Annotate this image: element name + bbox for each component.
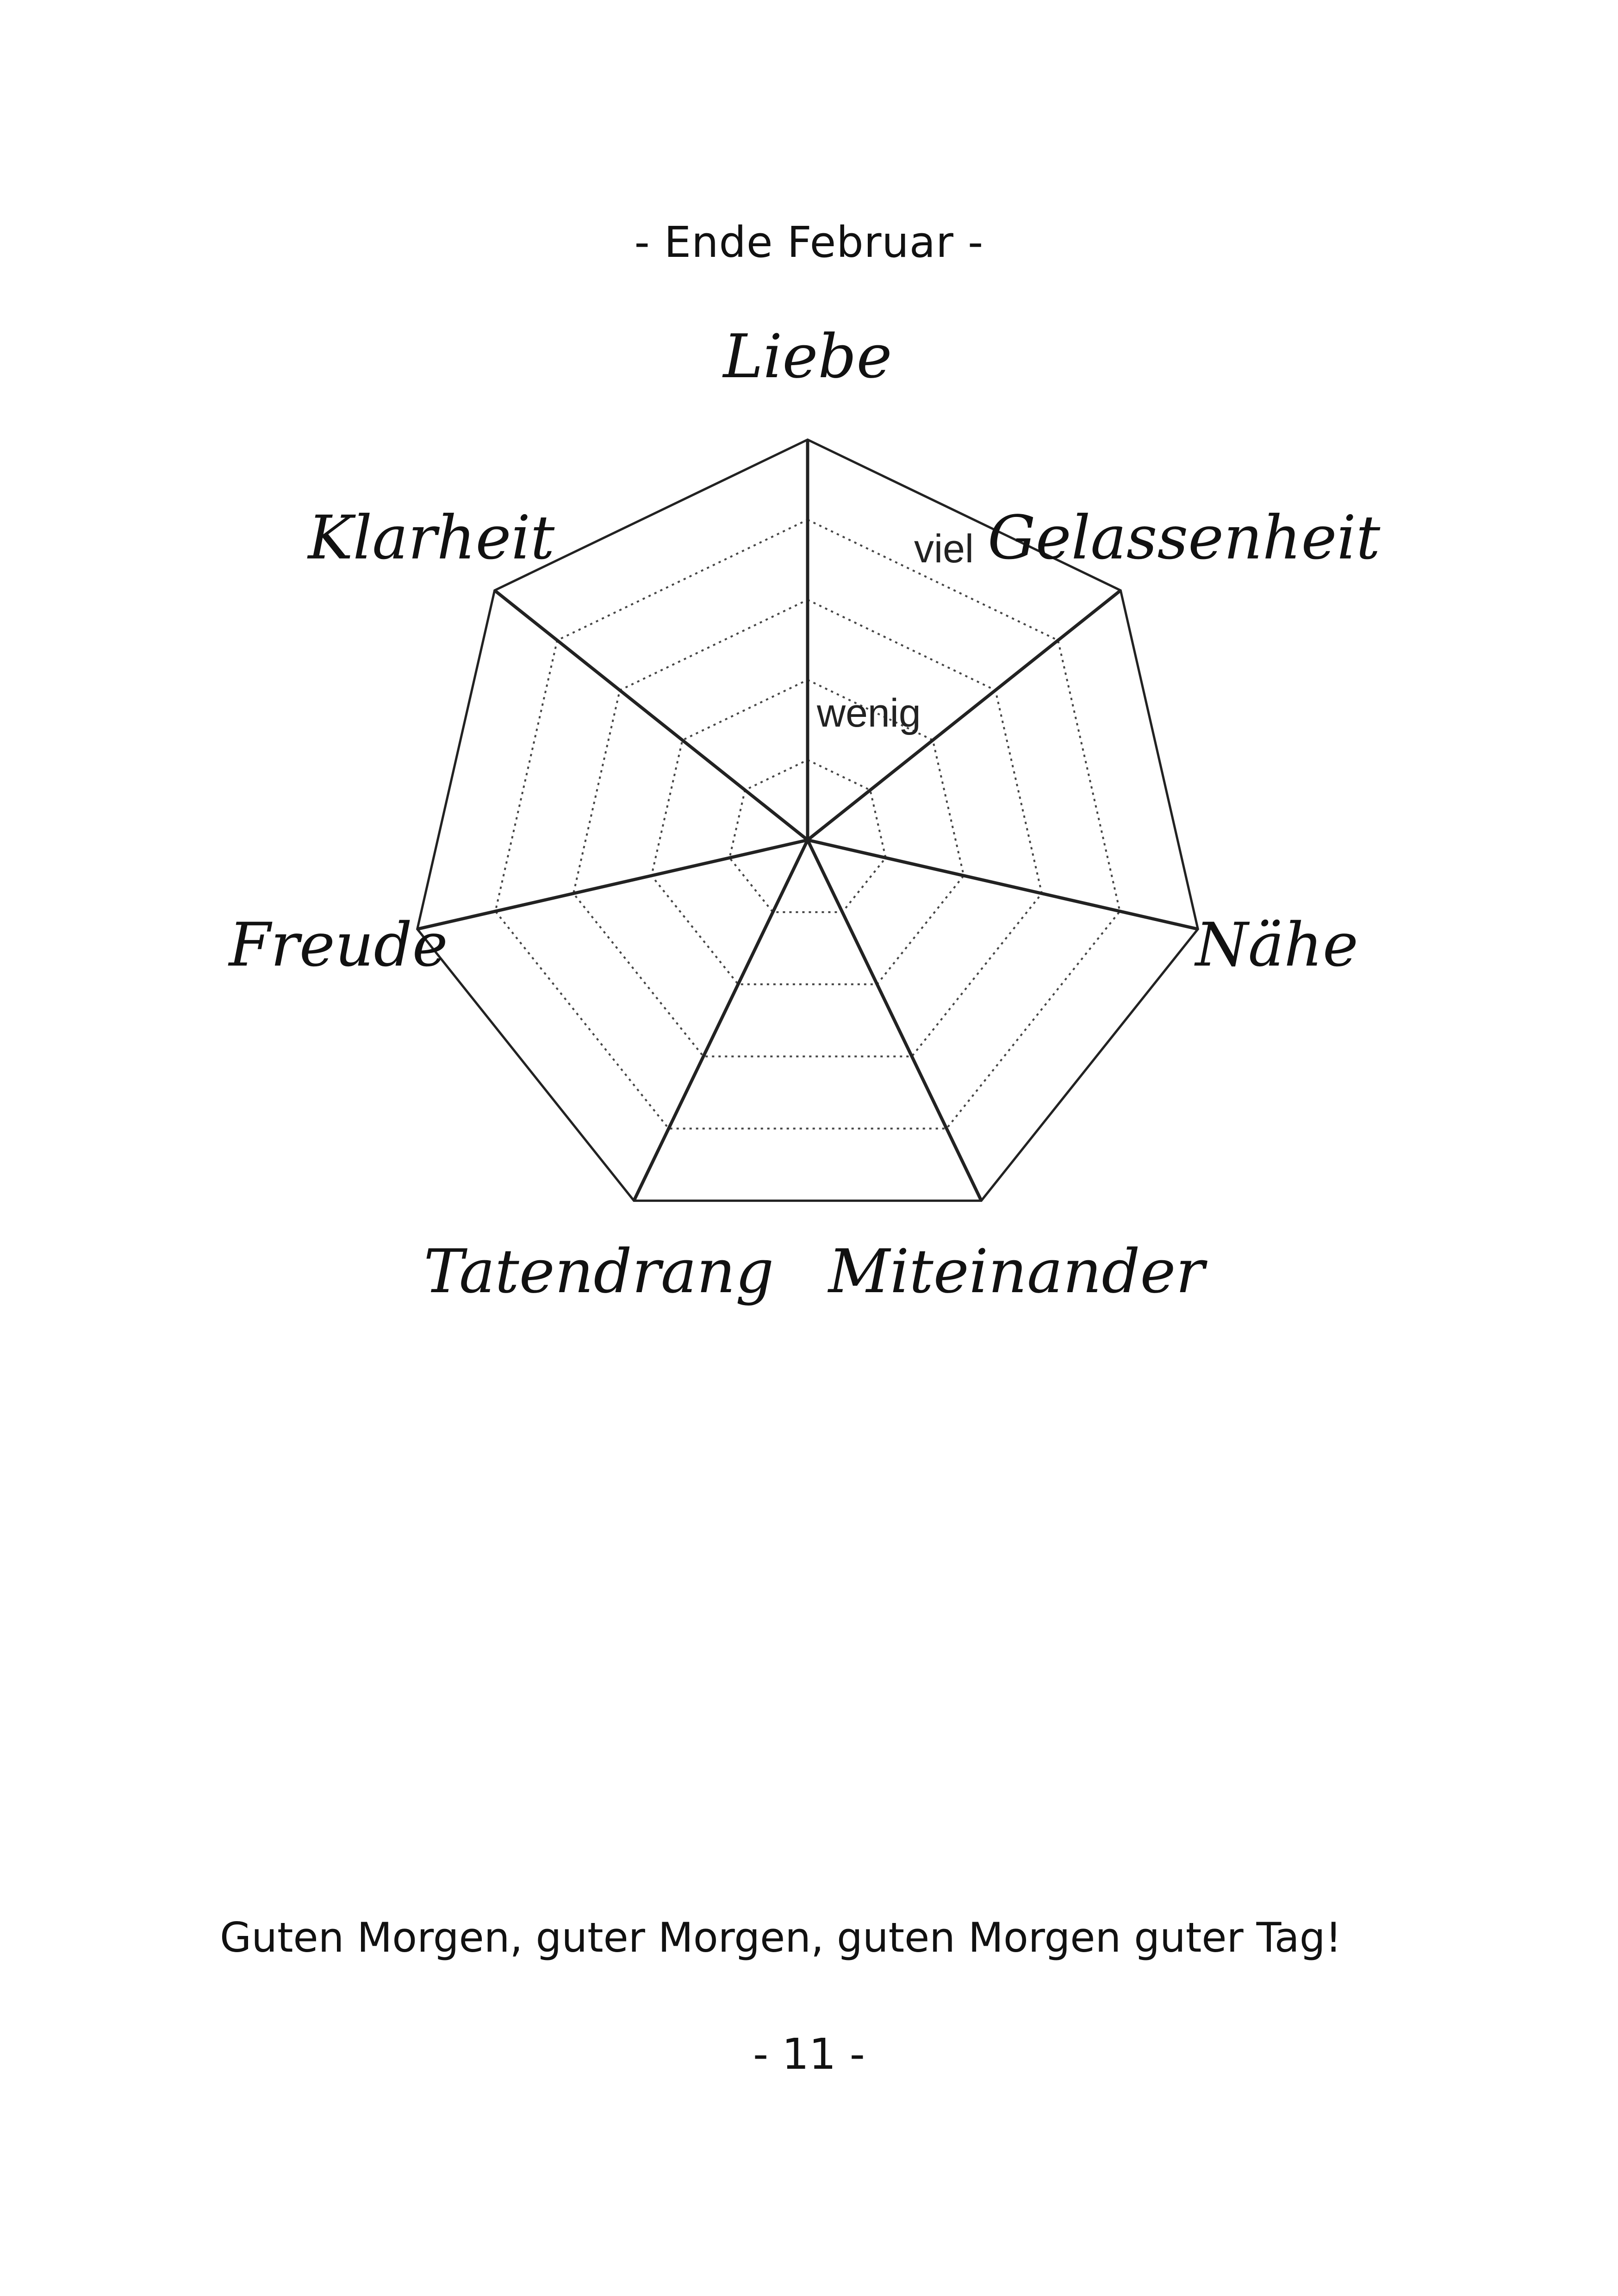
scale-label-low: wenig	[817, 691, 921, 735]
axis-label-0: Liebe	[723, 321, 892, 392]
spoke-6	[495, 591, 808, 840]
axis-label-4: Tatendrang	[423, 1236, 774, 1307]
spoke-3	[808, 840, 981, 1201]
scale-label-high: viel	[914, 527, 974, 571]
page-number: - 11 -	[753, 2029, 865, 2079]
axis-label-1: Gelassenheit	[987, 502, 1381, 573]
axis-label-5: Freude	[229, 909, 448, 980]
greeting-line: Guten Morgen, guter Morgen, guten Morgen guter Tag!	[220, 1914, 1342, 1961]
spoke-5	[417, 840, 808, 929]
axis-label-2: Nähe	[1195, 909, 1358, 980]
page-title: - Ende Februar -	[634, 218, 984, 267]
axis-label-3: Miteinander	[828, 1236, 1205, 1307]
radar-axis-labels	[228, 321, 1381, 1307]
spoke-4	[634, 840, 808, 1201]
axis-label-6: Klarheit	[308, 502, 555, 573]
spoke-2	[808, 840, 1198, 929]
